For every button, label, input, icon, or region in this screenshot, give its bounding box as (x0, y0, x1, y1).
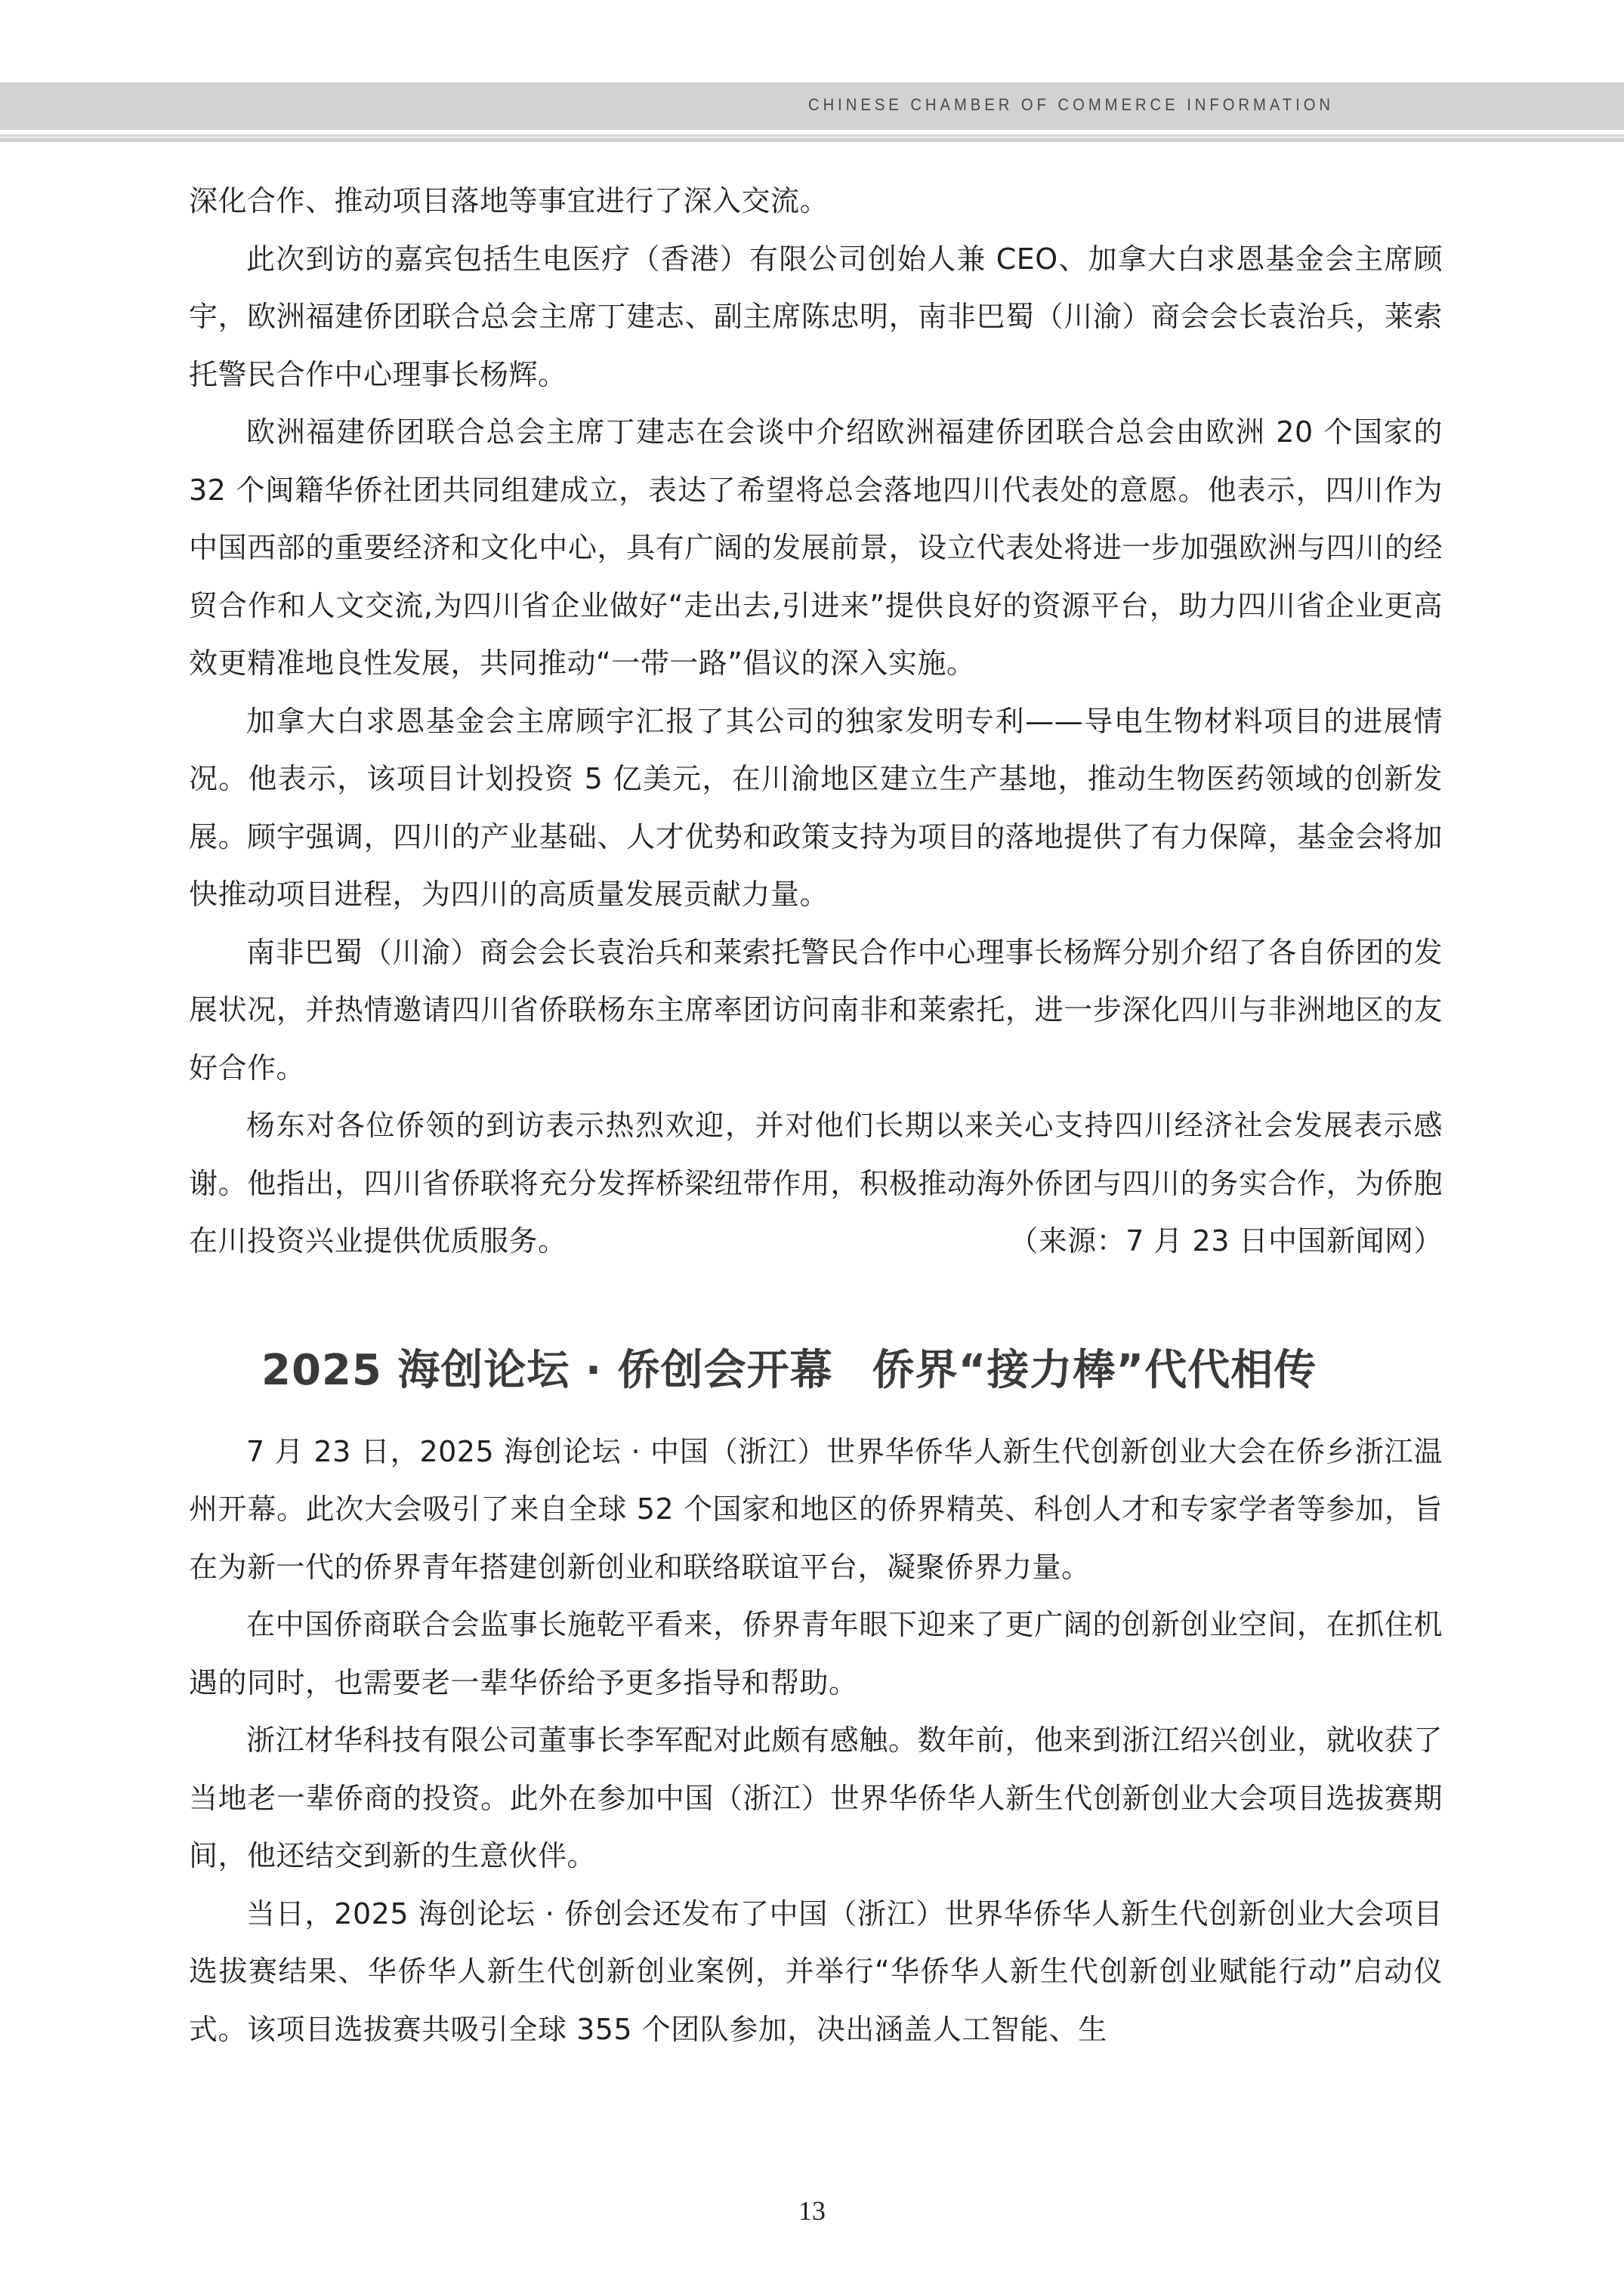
article-2-paragraph: 浙江材华科技有限公司董事长李军配对此颇有感触。数年前，他来到浙江绍兴创业，就收获了当地老一辈侨商的投资。此外在参加中国（浙江）世界华侨华人新生代创新创业大会项目选拔赛期间，他还结交到新的生意伙伴。 (189, 1724, 1443, 1872)
page-content (189, 172, 1443, 2058)
article-1-continuation: 深化合作、推动项目落地等事宜进行了深入交流。 (189, 184, 829, 218)
article-1-source: （来源：7 月 23 日中国新闻网） (1009, 1224, 1443, 1258)
article-1 (189, 172, 1443, 1270)
article-2-paragraph: 在中国侨商联合会监事长施乾平看来，侨界青年眼下迎来了更广阔的创新创业空间，在抓住机遇的同时，也需要老一辈华侨给予更多指导和帮助。 (189, 1608, 1443, 1699)
article-2 (189, 1337, 1443, 2059)
article-1-paragraph: 加拿大白求恩基金会主席顾宇汇报了其公司的独家发明专利——导电生物材料项目的进展情况。他表示，该项目计划投资 5 亿美元，在川渝地区建立生产基地，推动生物医药领域的创新发展。顾宇强调，四川的产业基础、人才优势和政策支持为项目的落地提供了有力保障，基金会将加快推动项目进程，为四川的高质量发展贡献力量。 (189, 704, 1443, 911)
running-header-title: CHINESE CHAMBER OF COMMERCE INFORMATION (808, 95, 1335, 114)
article-1-paragraph: 南非巴蜀（川渝）商会会长袁治兵和莱索托警民合作中心理事长杨辉分别介绍了各自侨团的发展状况，并热情邀请四川省侨联杨东主席率团访问南非和莱索托，进一步深化四川与非洲地区的友好合作。 (189, 935, 1443, 1085)
article-1-paragraph: 欧洲福建侨团联合总会主席丁建志在会谈中介绍欧洲福建侨团联合总会由欧洲 20 个国家的 32 个闽籍华侨社团共同组建成立，表达了希望将总会落地四川代表处的意愿。他表示，四川作为中国西部的重要经济和文化中心，具有广阔的发展前景，设立代表处将进一步加强欧洲与四川的经贸合作和人文交流,为四川省企业做好“走出去,引进来”提供良好的资源平台，助力四川省企业更高效更精准地良性发展，共同推动“一带一路”倡议的深入实施。 (189, 415, 1443, 680)
article-2-title-part1: 2025 海创论坛 · 侨创会开幕 (261, 1345, 833, 1395)
article-2-paragraph: 当日，2025 海创论坛 · 侨创会还发布了中国（浙江）世界华侨华人新生代创新创业大会项目选拔赛结果、华侨华人新生代创新创业案例，并举行“华侨华人新生代创新创业赋能行动”启动仪式。该项目选拔赛共吸引全球 355 个团队参加，决出涵盖人工智能、生 (189, 1896, 1443, 2046)
article-1-last-paragraph (189, 1097, 1443, 1270)
article-2-paragraph: 7 月 23 日，2025 海创论坛 · 中国（浙江）世界华侨华人新生代创新创业大会在侨乡浙江温州开幕。此次大会吸引了来自全球 52 个国家和地区的侨界精英、科创人才和专家学者等参加，旨在为新一代的侨界青年搭建创新创业和联络联谊平台，凝聚侨界力量。 (189, 1434, 1443, 1584)
article-1-paragraph-text: 杨东对各位侨领的到访表示热烈欢迎，并对他们长期以来关心支持四川经济社会发展表示感谢。他指出，四川省侨联将充分发挥桥梁纽带作用，积极推动海外侨团与四川的务实合作，为侨胞在川投资兴业提供优质服务。 (189, 1109, 1443, 1258)
article-2-title (261, 1337, 1443, 1405)
page-number: 13 (798, 2196, 826, 2226)
header-divider (0, 134, 1624, 142)
article-1-paragraph: 此次到访的嘉宾包括生电医疗（香港）有限公司创始人兼 CEO、加拿大白求恩基金会主席顾宇，欧洲福建侨团联合总会主席丁建志、副主席陈忠明，南非巴蜀（川渝）商会会长袁治兵，莱索托警民合作中心理事长杨辉。 (189, 242, 1443, 391)
article-2-title-part2: 侨界“接力棒”代代相传 (872, 1345, 1317, 1395)
